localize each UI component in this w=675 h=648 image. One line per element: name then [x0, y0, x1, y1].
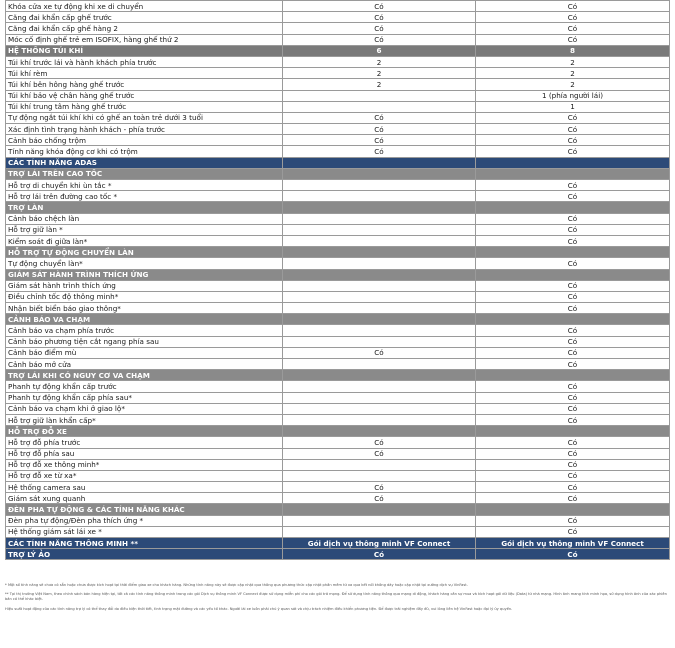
variant-2-cell: Có: [476, 235, 670, 246]
variant-1-cell: [283, 224, 476, 235]
table-row: [6, 437, 670, 448]
spec-table-body: [6, 1, 670, 560]
variant-2-cell: Có: [476, 414, 670, 425]
variant-1-cell: Có: [283, 549, 476, 560]
feature-cell: ĐÈN PHA TỰ ĐỘNG & CÁC TÍNH NĂNG KHÁC: [6, 504, 283, 515]
section-header-row: [6, 504, 670, 515]
variant-2-cell: [476, 269, 670, 280]
feature-cell: Túi khí trung tâm hàng ghế trước: [6, 101, 283, 112]
table-row: [6, 381, 670, 392]
variant-1-cell: [283, 325, 476, 336]
table-row: [6, 470, 670, 481]
variant-1-cell: [283, 403, 476, 414]
variant-2-cell: Có: [476, 403, 670, 414]
feature-cell: Cảnh báo va chạm khi ở giao lộ*: [6, 403, 283, 414]
feature-cell: CẢNH BÁO VA CHẠM: [6, 314, 283, 325]
variant-2-cell: 2: [476, 79, 670, 90]
variant-2-cell: Có: [476, 280, 670, 291]
variant-2-cell: 1: [476, 101, 670, 112]
variant-1-cell: [283, 180, 476, 191]
variant-2-cell: Có: [476, 526, 670, 537]
variant-1-cell: Có: [283, 12, 476, 23]
table-row: [6, 34, 670, 45]
variant-1-cell: 2: [283, 56, 476, 67]
category-header-row: [6, 157, 670, 168]
category-header-row: [6, 538, 670, 549]
variant-1-cell: [283, 370, 476, 381]
variant-2-cell: Có: [476, 224, 670, 235]
variant-1-cell: 2: [283, 79, 476, 90]
table-row: [6, 280, 670, 291]
feature-cell: Tính năng khóa động cơ khi có trộm: [6, 146, 283, 157]
variant-1-cell: [283, 213, 476, 224]
table-row: [6, 392, 670, 403]
table-row: [6, 112, 670, 123]
variant-2-cell: [476, 168, 670, 179]
spec-table: [5, 0, 670, 560]
feature-cell: Túi khí rèm: [6, 68, 283, 79]
table-row: [6, 180, 670, 191]
variant-2-cell: Có: [476, 34, 670, 45]
section-header-row: [6, 45, 670, 56]
variant-2-cell: [476, 157, 670, 168]
table-row: [6, 526, 670, 537]
variant-1-cell: [283, 515, 476, 526]
variant-2-cell: Có: [476, 437, 670, 448]
feature-cell: Nhận biết biển báo giao thông*: [6, 303, 283, 314]
variant-1-cell: Có: [283, 493, 476, 504]
table-row: [6, 68, 670, 79]
variant-2-cell: [476, 202, 670, 213]
variant-1-cell: [283, 526, 476, 537]
variant-2-cell: Có: [476, 359, 670, 370]
variant-1-cell: [283, 381, 476, 392]
variant-1-cell: [283, 90, 476, 101]
feature-cell: Phanh tự động khẩn cấp trước: [6, 381, 283, 392]
feature-cell: Hỗ trợ giữ làn *: [6, 224, 283, 235]
variant-2-cell: Có: [476, 146, 670, 157]
feature-cell: Giám sát hành trình thích ứng: [6, 280, 283, 291]
table-row: [6, 213, 670, 224]
feature-cell: Kiểm soát đi giữa làn*: [6, 235, 283, 246]
table-row: [6, 1, 670, 12]
feature-cell: Cảnh báo mở cửa: [6, 359, 283, 370]
variant-1-cell: [283, 291, 476, 302]
variant-1-cell: Có: [283, 23, 476, 34]
feature-cell: Hỗ trợ đỗ xe từ xa*: [6, 470, 283, 481]
variant-2-cell: Có: [476, 112, 670, 123]
table-row: [6, 23, 670, 34]
variant-2-cell: Có: [476, 459, 670, 470]
feature-cell: GIÁM SÁT HÀNH TRÌNH THÍCH ỨNG: [6, 269, 283, 280]
table-row: [6, 325, 670, 336]
table-row: [6, 493, 670, 504]
variant-2-cell: Có: [476, 493, 670, 504]
variant-1-cell: Có: [283, 482, 476, 493]
variant-2-cell: Có: [476, 470, 670, 481]
variant-2-cell: 2: [476, 68, 670, 79]
category-header-row: [6, 549, 670, 560]
variant-1-cell: [283, 303, 476, 314]
variant-1-cell: [283, 202, 476, 213]
variant-1-cell: [283, 235, 476, 246]
feature-cell: Hệ thống giám sát lái xe *: [6, 526, 283, 537]
variant-1-cell: [283, 280, 476, 291]
variant-2-cell: Có: [476, 1, 670, 12]
variant-1-cell: [283, 359, 476, 370]
variant-2-cell: Có: [476, 515, 670, 526]
table-row: [6, 90, 670, 101]
table-row: [6, 235, 670, 246]
variant-2-cell: Có: [476, 303, 670, 314]
feature-cell: Túi khí bảo vệ chân hàng ghế trước: [6, 90, 283, 101]
table-row: [6, 124, 670, 135]
variant-2-cell: Có: [476, 135, 670, 146]
feature-cell: Phanh tự động khẩn cấp phía sau*: [6, 392, 283, 403]
section-header-row: [6, 370, 670, 381]
variant-1-cell: Có: [283, 34, 476, 45]
table-row: [6, 303, 670, 314]
variant-1-cell: Có: [283, 1, 476, 12]
variant-2-cell: Có: [476, 124, 670, 135]
variant-1-cell: 6: [283, 45, 476, 56]
table-row: [6, 291, 670, 302]
variant-2-cell: [476, 314, 670, 325]
feature-cell: Hỗ trợ đỗ xe thông minh*: [6, 459, 283, 470]
variant-1-cell: 2: [283, 68, 476, 79]
table-row: [6, 403, 670, 414]
variant-1-cell: [283, 314, 476, 325]
feature-cell: TRỢ LÁI KHI CÓ NGUY CƠ VA CHẠM: [6, 370, 283, 381]
feature-cell: Móc cố định ghế trẻ em ISOFIX, hàng ghế thứ 2: [6, 34, 283, 45]
variant-2-cell: Có: [476, 347, 670, 358]
variant-2-cell: Có: [476, 12, 670, 23]
feature-cell: Cảnh báo va chạm phía trước: [6, 325, 283, 336]
feature-cell: Cảnh báo chệch làn: [6, 213, 283, 224]
variant-1-cell: Gói dịch vụ thông minh VF Connect: [283, 538, 476, 549]
feature-cell: Đèn pha tự động/Đèn pha thích ứng *: [6, 515, 283, 526]
table-row: [6, 12, 670, 23]
variant-2-cell: Có: [476, 549, 670, 560]
variant-2-cell: Có: [476, 325, 670, 336]
variant-1-cell: [283, 101, 476, 112]
variant-2-cell: Có: [476, 213, 670, 224]
table-row: [6, 414, 670, 425]
variant-1-cell: [283, 258, 476, 269]
feature-cell: Hỗ trợ giữ làn khẩn cấp*: [6, 414, 283, 425]
section-header-row: [6, 168, 670, 179]
variant-2-cell: Có: [476, 23, 670, 34]
table-row: [6, 258, 670, 269]
feature-cell: Xác định tình trạng hành khách - phía trước: [6, 124, 283, 135]
feature-cell: HỆ THỐNG TÚI KHÍ: [6, 45, 283, 56]
variant-1-cell: [283, 504, 476, 515]
table-row: [6, 336, 670, 347]
variant-1-cell: [283, 414, 476, 425]
feature-cell: TRỢ LÁI TRÊN CAO TỐC: [6, 168, 283, 179]
variant-2-cell: Có: [476, 448, 670, 459]
table-row: [6, 448, 670, 459]
feature-cell: Cảnh báo chống trộm: [6, 135, 283, 146]
feature-cell: CÁC TÍNH NĂNG ADAS: [6, 157, 283, 168]
variant-1-cell: [283, 459, 476, 470]
feature-cell: Giám sát xung quanh: [6, 493, 283, 504]
variant-2-cell: Có: [476, 381, 670, 392]
feature-cell: Tự động ngắt túi khí khi có ghế an toàn trẻ dưới 3 tuổi: [6, 112, 283, 123]
footnote-2: ** Tại thị trường Việt Nam, theo chính sách bán hàng hiện tại, tất cả các tính năng thông minh trong các gói Dịch vụ thông minh VF Connect được sử dụng miễn phí cho các gói trả mọng. Để sử dụng tính năng thông qua mạng di động, khách hàng cần sự mua và kích hoạt gói dữ liệu (Data) từ nhà mạng. Hình ảnh mang tính minh họa, sử dụng hình ảnh của xác phiên bản có thể khác biệt.: [5, 592, 667, 602]
variant-1-cell: [283, 157, 476, 168]
feature-cell: TRỢ LÀN: [6, 202, 283, 213]
feature-cell: Cảnh báo phương tiện cắt ngang phía sau: [6, 336, 283, 347]
feature-cell: Căng đai khẩn cấp ghế trước: [6, 12, 283, 23]
variant-1-cell: Có: [283, 437, 476, 448]
table-row: [6, 79, 670, 90]
variant-1-cell: [283, 470, 476, 481]
variant-2-cell: 2: [476, 56, 670, 67]
variant-2-cell: Có: [476, 258, 670, 269]
footnote-3: Hiệu suất hoạt động của các tính năng trợ lý có thể thay đổi do điều kiện thời tiết, tình trạng mặt đường và các yếu tố khác. Người lái xe luôn phải chú ý quan sát và chịu trách nhiệm điều khiển phương tiện. Để được trải nghiệm đầy đủ, vui lòng liên hệ VinFast hoặc đại lý ủy quyền.: [5, 606, 513, 611]
variant-2-cell: Có: [476, 482, 670, 493]
feature-cell: Hệ thống camera sau: [6, 482, 283, 493]
section-header-row: [6, 247, 670, 258]
variant-1-cell: Có: [283, 112, 476, 123]
variant-1-cell: [283, 247, 476, 258]
table-row: [6, 347, 670, 358]
variant-2-cell: Có: [476, 291, 670, 302]
section-header-row: [6, 202, 670, 213]
table-row: [6, 224, 670, 235]
table-row: [6, 482, 670, 493]
feature-cell: HỖ TRỢ ĐỖ XE: [6, 426, 283, 437]
table-row: [6, 56, 670, 67]
feature-cell: Hỗ trợ lái trên đường cao tốc *: [6, 191, 283, 202]
feature-cell: Hỗ trợ đỗ phía trước: [6, 437, 283, 448]
table-row: [6, 191, 670, 202]
feature-cell: Cảnh báo điểm mù: [6, 347, 283, 358]
feature-cell: Căng đai khẩn cấp ghế hàng 2: [6, 23, 283, 34]
variant-1-cell: Có: [283, 448, 476, 459]
footnote-1: * Một số tính năng sẽ chưa có sẵn hoặc chưa được kích hoạt tại thời điểm giao xe cho khách hàng. Những tính năng này sẽ được cập nhật qua thông qua phương thức cập nhật phần mềm từ xa qua kết nối không dây hoặc cập nhật tại xưởng dịch vụ VinFast.: [5, 583, 468, 587]
variant-2-cell: Có: [476, 191, 670, 202]
feature-cell: Hỗ trợ di chuyển khi ùn tắc *: [6, 180, 283, 191]
feature-cell: Khóa cửa xe tự động khi xe di chuyển: [6, 1, 283, 12]
feature-cell: CÁC TÍNH NĂNG THÔNG MINH **: [6, 538, 283, 549]
table-row: [6, 101, 670, 112]
variant-2-cell: 1 (phía người lái): [476, 90, 670, 101]
variant-1-cell: [283, 336, 476, 347]
feature-cell: Điều chỉnh tốc độ thông minh*: [6, 291, 283, 302]
feature-cell: TRỢ LÝ ẢO: [6, 549, 283, 560]
variant-2-cell: 8: [476, 45, 670, 56]
table-row: [6, 135, 670, 146]
variant-2-cell: [476, 247, 670, 258]
section-header-row: [6, 269, 670, 280]
variant-2-cell: Gói dịch vụ thông minh VF Connect: [476, 538, 670, 549]
feature-cell: Túi khí bên hông hàng ghế trước: [6, 79, 283, 90]
table-row: [6, 146, 670, 157]
feature-cell: Hỗ trợ đỗ phía sau: [6, 448, 283, 459]
section-header-row: [6, 314, 670, 325]
variant-1-cell: [283, 426, 476, 437]
variant-1-cell: [283, 269, 476, 280]
feature-cell: Tự động chuyển làn*: [6, 258, 283, 269]
variant-2-cell: Có: [476, 336, 670, 347]
table-row: [6, 459, 670, 470]
variant-1-cell: Có: [283, 124, 476, 135]
section-header-row: [6, 426, 670, 437]
variant-1-cell: [283, 392, 476, 403]
variant-2-cell: Có: [476, 180, 670, 191]
table-row: [6, 359, 670, 370]
variant-1-cell: [283, 168, 476, 179]
variant-1-cell: [283, 191, 476, 202]
feature-cell: Túi khí trước lái và hành khách phía trước: [6, 56, 283, 67]
variant-2-cell: [476, 504, 670, 515]
variant-2-cell: [476, 426, 670, 437]
footnotes: [5, 583, 669, 616]
variant-1-cell: Có: [283, 135, 476, 146]
variant-1-cell: Có: [283, 146, 476, 157]
variant-2-cell: Có: [476, 392, 670, 403]
table-row: [6, 515, 670, 526]
variant-2-cell: [476, 370, 670, 381]
variant-1-cell: Có: [283, 347, 476, 358]
feature-cell: HỖ TRỢ TỰ ĐỘNG CHUYỂN LÀN: [6, 247, 283, 258]
